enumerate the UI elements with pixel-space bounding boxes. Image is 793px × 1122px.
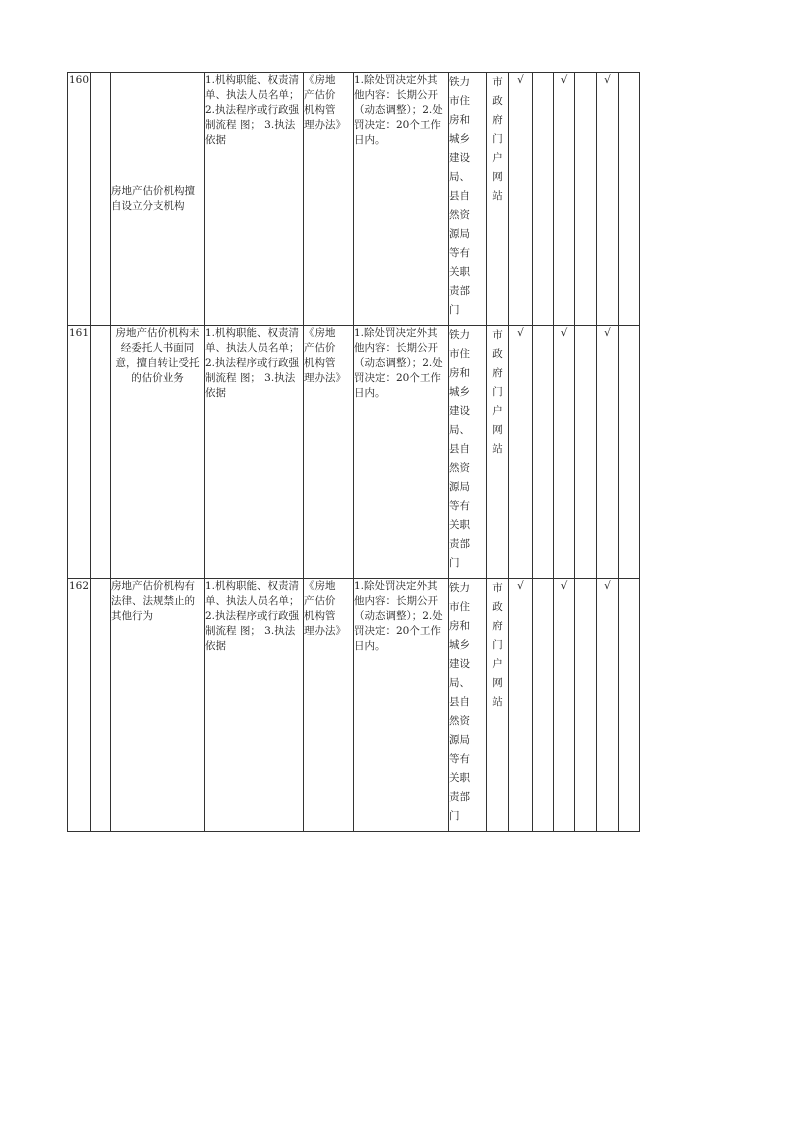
disclosure-channel: 市政府门户网站: [487, 579, 509, 832]
check-mark: √: [509, 73, 533, 326]
spacer-cell: [91, 73, 111, 326]
responsible-department: 铁力市住房和城乡建设局、县自然资源局等有关职责部门: [449, 326, 487, 579]
item-name: 房地产估价机构有法律、法规禁止的其他行为: [111, 579, 205, 832]
check-mark: √: [509, 326, 533, 579]
disclosure-content: 1.机构职能、权责清单、执法人员名单； 2.执法程序或行政强制流程 图； 3.执法依据: [205, 326, 304, 579]
disclosure-content: 1.机构职能、权责清单、执法人员名单； 2.执法程序或行政强制流程 图； 3.执法依据: [205, 73, 304, 326]
check-mark: √: [597, 326, 619, 579]
table-row: [68, 326, 640, 579]
disclosure-channel: 市政府门户网站: [487, 73, 509, 326]
disclosure-channel: 市政府门户网站: [487, 326, 509, 579]
disclosure-period: 1.除处罚决定外其他内容：长期公开（动态调整）；2.处罚决定：20个工作日内。: [354, 326, 449, 579]
item-name: 房地产估价机构未经委托人书面同意，擅自转让受托的估价业务: [111, 326, 205, 579]
empty-cell: [533, 73, 554, 326]
disclosure-period: 1.除处罚决定外其他内容：长期公开（动态调整）；2.处罚决定：20个工作日内。: [354, 73, 449, 326]
check-mark: √: [597, 73, 619, 326]
spacer-cell: [91, 326, 111, 579]
disclosure-table: [67, 72, 640, 832]
table-row: [68, 579, 640, 832]
empty-cell: [575, 73, 597, 326]
check-mark: √: [554, 73, 575, 326]
table-row: [68, 73, 640, 326]
check-mark: √: [554, 326, 575, 579]
disclosure-period: 1.除处罚决定外其他内容：长期公开（动态调整）；2.处罚决定：20个工作日内。: [354, 579, 449, 832]
check-mark: √: [597, 579, 619, 832]
row-number: 160: [68, 73, 91, 326]
empty-cell: [619, 579, 640, 832]
legal-basis: 《房地产估价机构管理办法》: [304, 326, 354, 579]
empty-cell: [533, 326, 554, 579]
legal-basis: 《房地产估价机构管理办法》: [304, 73, 354, 326]
spacer-cell: [91, 579, 111, 832]
responsible-department: 铁力市住房和城乡建设局、县自然资源局等有关职责部门: [449, 73, 487, 326]
legal-basis: 《房地产估价机构管理办法》: [304, 579, 354, 832]
empty-cell: [619, 326, 640, 579]
empty-cell: [575, 326, 597, 579]
item-name: 房地产估价机构擅自设立分支机构: [111, 73, 205, 326]
responsible-department: 铁力市住房和城乡建设局、县自然资源局等有关职责部门: [449, 579, 487, 832]
disclosure-content: 1.机构职能、权责清单、执法人员名单； 2.执法程序或行政强制流程 图； 3.执法依据: [205, 579, 304, 832]
row-number: 162: [68, 579, 91, 832]
empty-cell: [619, 73, 640, 326]
check-mark: √: [509, 579, 533, 832]
empty-cell: [575, 579, 597, 832]
check-mark: √: [554, 579, 575, 832]
empty-cell: [533, 579, 554, 832]
row-number: 161: [68, 326, 91, 579]
